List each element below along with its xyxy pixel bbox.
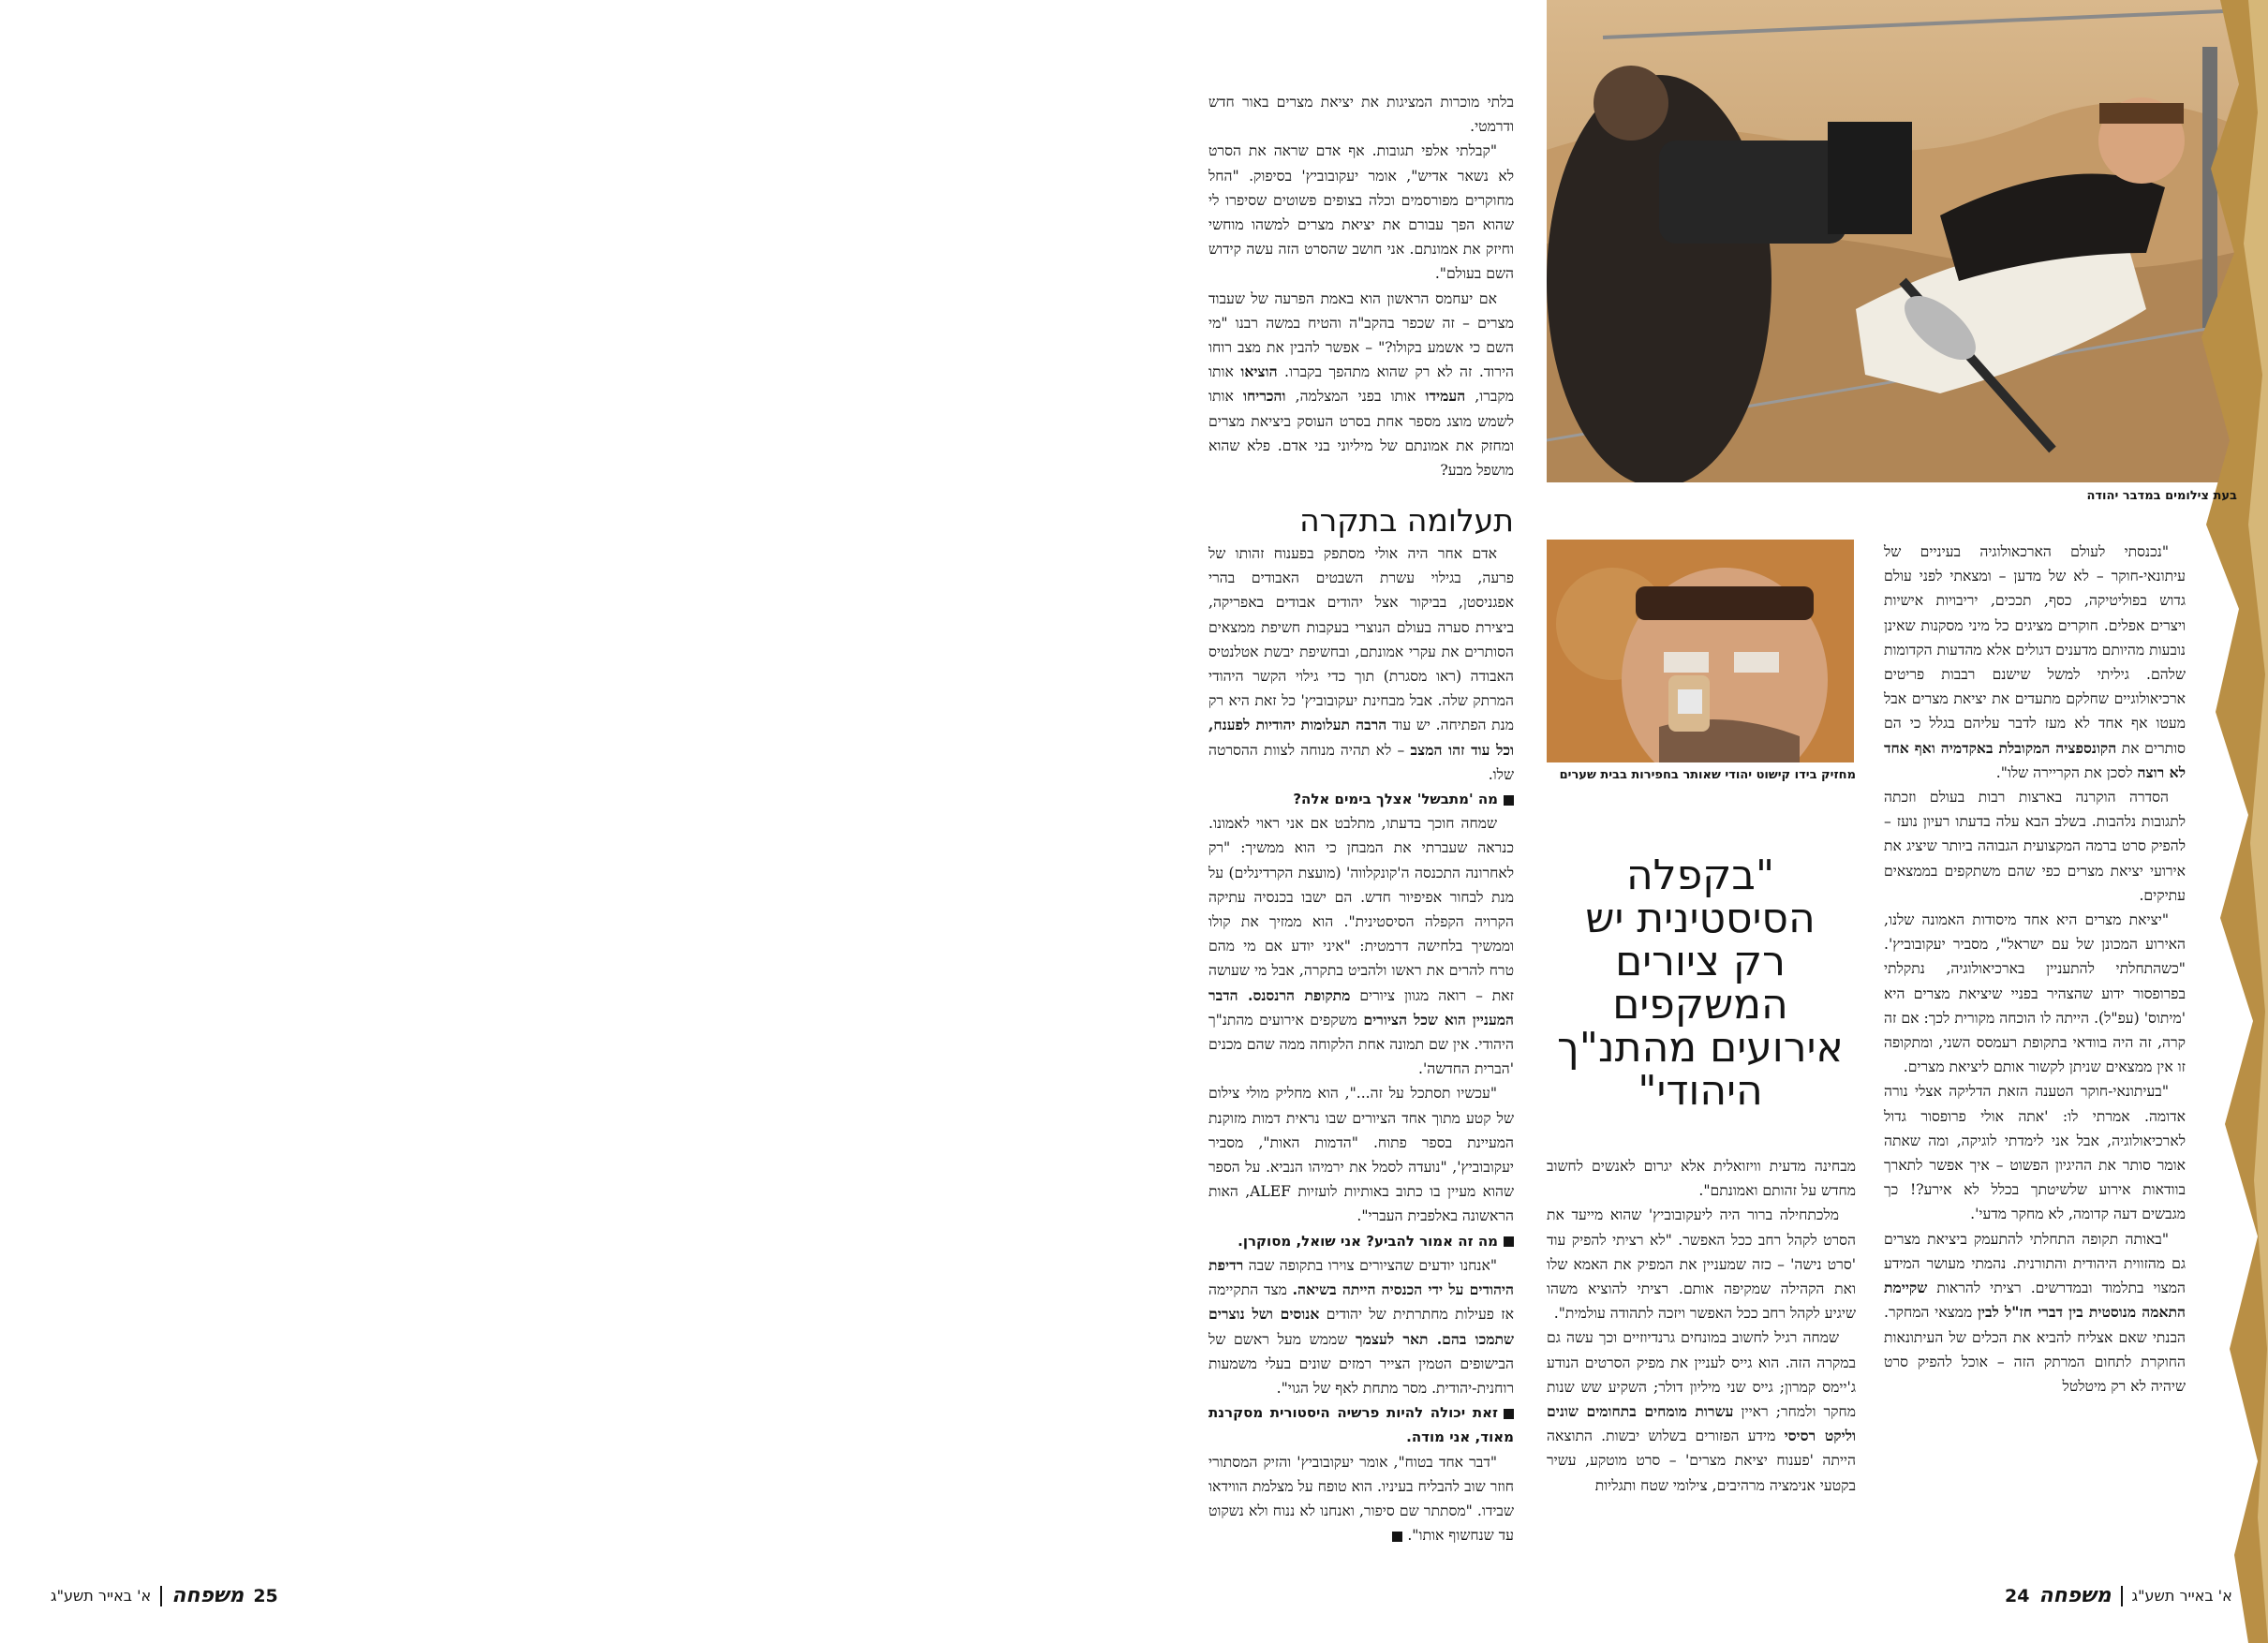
paragraph: "בעיתונאי-חוקר הטענה הזאת הדליקה אצלי נורה אדומה. אמרתי לו: 'אתה אולי פרופסור גדול לארכיאולוגיה, אבל אני לימדתי לוגיקה, ומה שאתה אומר סותר את ההיגיון הפשוט – איך אפשר לתארך בוודאות אירוע שלשיטתך בכלל לא אירע?! כך מגבשים דעה קדומה, לא מחקר מדעי'. [1884,1083,2186,1223]
question: מה 'מתבשל' אצלך בימים אלה? [1208,787,1514,811]
question: זאת יכולה להיות פרשיה היסטורית מסקרנת מאוד, אני מודה. [1208,1404,1514,1446]
issue-date: א' באייר תשע"ג [51,1587,152,1605]
section-heading: תעלומה בתקרה [1299,502,1514,539]
paragraph: "נכנסתי לעולם הארכאולוגיה בעיניים של עיתונאי-חוקר – לא של מדען – ומצאתי לפני עולם גדוש בפוליטיקה, כסף, תככים, יריבויות אישיות ויצרים אפלים. חוקרים מציגים כל מיני מסקנות שאינן נובעות מהיותם מדענים דגולים אלא מהדעות הקדומות שלהם. גיליתי למשל שישנם רבבות פריטים ארכיאולוגיים שחלקם מתעדים את יציאת מצרים אבל מעטו אף אחד לא מעז לדבר עליהם בגלל כי הם סותרים את הקונספציה המקובלת באקדמיה ואף אחד לא רוצה לסכן את הקריירה שלו". [1884,543,2186,781]
paragraph: "באותה תקופה התחלתי להתעמק ביציאת מצרים גם מהזווית היהודית והתורנית. נהמתי מעושר המידע המצוי בתלמוד ובמדרשים. רציתי להראות שקיימת התאמה מנוסטית בין דברי חז"ל לבין ממצאי המחקר. הבנתי שאם אצליח להביא את הכלים של העיתונאות החוקרת לתחום המרתק הזה – אוכל להפיק סרט שיהיה לא רק מיטלטל [1884,1230,2186,1395]
paragraph: מבחינה מדעית וויזואלית אלא יגרום לאנשים לחשוב מחדש על זהותם ואמונתם". [1547,1158,1856,1200]
paragraph: "יציאת מצרים היא אחד מיסודות האמונה שלנו, האירוע המכונן של עם ישראל", מסביר יעקובוביץ'. "כשהתחלתי להתעניין בארכיאולוגיה, נתקלתי בפרופסור ידוע שהצהיר בפניי שיציאת מצרים היא 'מיתוס' (עפ"ל). הייתה לו הוכחה מקורית לכך: אם זה קרה, זה היה בוודאי בתקופת רעמסס השני, ומתקופה זו אין ממצאים שניתן לקשור אותם ליציאת מצרים. [1884,911,2186,1076]
left-page-upper-column [1208,90,1514,482]
photo-desert-filming [1547,0,2268,482]
paragraph: שמחה חוכך בדעתו, מתלבט אם אני ראוי לאמונו. כנראה שעברתי את המבחן כי הוא ממשיך: "רק לאחרונה התכנסה ה'קונקלווה' (מועצת הקרדינלים) על מנת לבחור אפיפיור חדש. הם ישבו בכנסיה עתיקה הקרויה הקפלה הסיסטינית". הוא ממזיך את קולו וממשיך בלחישה דרמטית: "איני יודע אם מי מהם טרח להרים את ראשו ולהביט בתקרה, אבל מי שעושה זאת – רואה מגוון ציורים מתקופת הרנסנס. הדבר המעניין הוא שכל הציורים משקפים אירועים מהתנ"ך היהודי. אין שם תמונה אחת הלקוחה ממה שהם מכנים 'הברית החדשה'. [1208,815,1514,1078]
bullet-square [1504,1236,1514,1247]
paragraph: אדם אחר היה אולי מסתפק בפענוח זהותו של פרעה, בגילוי עשרת השבטים האבודים בהרי אפגניסטן, בביקור אצל יהודים אבודים באפריקה, ביצירת סערה בעולם הנוצרי בעקבות חשיפת ממצאים הסותרים את עקרי אמונתם, ובחשיפת יבשת אטלנטיס האבודה (ראו מסגרת) תוך כדי גילוי הקשר היהודי המרתק שלה. אבל מבחינת יעקובוביץ' כל זאת היא רק מנת הפתיחה. יש עוד הרבה תעלומות יהודיות לפענח, וכל עוד זהו המצב – לא תהיה מנוחה לצוות ההסרטה שלו. [1208,545,1514,783]
page-number: 25 [253,1585,278,1606]
paragraph: שמחה רגיל לחשוב במונחים גרנדיוזיים וכך עשה גם במקרה הזה. הוא גייס לעניין את מפיק הסרטים הנודע ג'יימס קמרון; גייס שני מיליון דולר; השקיע שש שנות מחקר ולמחר; ראיין עשרות מומחים בתחומים שונים וליקט רסיסי מידע הפזורים בשלוש יבשות. התוצאה הייתה 'פענוח יציאת מצרים' – סרט מוטקע, עשיר בקטעי אנימציה מרהיבים, צילומי שטח ותגליות [1547,1329,1856,1494]
issue-date: א' באייר תשע"ג [2131,1587,2232,1605]
right-page-middle-column [1547,1154,1856,1498]
torn-paper-decoration [2183,0,2268,1643]
footer-separator [160,1586,162,1606]
section-heading-wrap [1208,496,1514,547]
paragraph: "אנחנו יודעים שהציורים צוירו בתקופה שבה רדיפת היהודים על ידי הכנסיה הייתה בשיאה. מצד התקיימה אז פעילות מחתרתית של יהודים אנוסים ושל נוצרים שתמכו בהם. תאר לעצמך שממש מעל ראשם של הבישופים הטמין הצייר רמזים שונים בעלי משמעות רוחנית-יהודית. מסר מתחת לאף של הגוי". [1208,1255,1514,1397]
magazine-logo: משפחה [171,1584,245,1607]
pull-quote: "בקפלה הסיסטינית יש רק ציורים המשקפים אירועים מהתנ"ך היהודי" [1557,851,1844,1115]
page-number: 24 [2005,1585,2030,1606]
torn-paper-image [2183,0,2268,1643]
paragraph: בלתי מוכרות המציגות את יציאת מצרים באור חדש ודרמטי. [1208,94,1514,136]
paragraph: אם יעחמס הראשון הוא באמת הפרעה של שעבוד מצרים – זה שכפר בהקב"ה והטיח במשה רבנו "מי השם כי אשמע בקולו?" – אפשר להבין את מצב רוחו הירוד. זה לא רק שהוא מתהפך בקברו. הוציאו אותו מקברו, העמידו אותו בפני המצלמה, והכריחו אותו לשמש מוצג מספר אחת בסרט העוסק ביציאת מצרים ומחזק את אמונתם של מיליוני בני אדם. פלא שהוא מושפל מבע? [1208,289,1514,480]
magazine-logo: משפחה [2038,1584,2112,1607]
paragraph: "דבר אחד בטוח", אומר יעקובוביץ' והזיק המסתורי חוזר שוב להבליח בעיניו. הוא טופח על מצלמת הווידאו שבידו. "מסתתר שם סיפור, ואנחנו לא ננוח ולא נשקוט עד שנחשוף אותו". [1208,1453,1514,1545]
holding-ornament-image [1547,540,1854,762]
question: מה זה אמור להביע? אני שואל, מסוקרן. [1208,1229,1514,1253]
desert-filming-image [1547,0,2268,482]
right-page-right-column [1884,540,2186,1399]
footer-left-page [51,1584,278,1607]
footer-separator [2121,1586,2123,1606]
bullet-square [1504,1409,1514,1419]
footer-right-page [2005,1584,2232,1607]
paragraph: "עכשיו תסתכל על זה...", הוא מחליק מולי צילום של קטע מתוך אחד הציורים שבו נראית דמות מזוקנת המעיינת בספר פתוח. "הדמות האות", מסביר יעקובוביץ', "נועדה לסמל את ירמיהו הנביא. על הספר שהוא מעיין בו כתוב באותיות לועזיות ALEF, האות הראשונה באלפבית העברי". [1208,1085,1514,1225]
paragraph: הסדרה הוקרנה בארצות רבות בעולם וזכתה לתגובות נלהבות. בשלב הבא עלה בדעתו רעיון נועז – להפיק סרט ברמה המקצועית הגבוהה ביותר שיציג את אירועי יציאת מצרים כפי שהם משתקפים בממצאים עתיקים. [1884,789,2186,904]
photo-holding-ornament [1547,540,1854,762]
photo-desert-caption: בעת צילומים במדבר יהודה [2086,489,2237,503]
paragraph: "קבלתי אלפי תגובות. אף אדם שראה את הסרט לא נשאר אדיש", אומר יעקובוביץ' בסיפוק. "החל מחוקרים מפורסמים וכלה בצופים פשוטים שסיפרו לי שהוא הפך עבורם את יציאת מצרים למשהו מוחשי וחיזק את אמונתם. אני חושב שהסרט הזה עשה קידוש השם בעולם". [1208,142,1514,283]
bullet-square [1504,795,1514,806]
end-mark [1392,1532,1402,1542]
photo-ornament-caption: מחזיק בידו קישוט יהודי שאותר בחפירות בבית שערים [1559,768,1856,782]
paragraph: מלכתחילה ברור היה ליעקובוביץ' שהוא מייעד את הסרט לקהל רחב ככל האפשר. "לא רציתי להפיק עוד 'סרט נישה' – כזה שמעניין את המפיק את האמא שלו ואת הקהילה שמקיפה אותם. רציתי להוציא משהו שיגיע לקהל רחב ככל האפשר ויזכה לתהודה עולמית". [1547,1206,1856,1323]
left-page-lower-column [1208,541,1514,1547]
